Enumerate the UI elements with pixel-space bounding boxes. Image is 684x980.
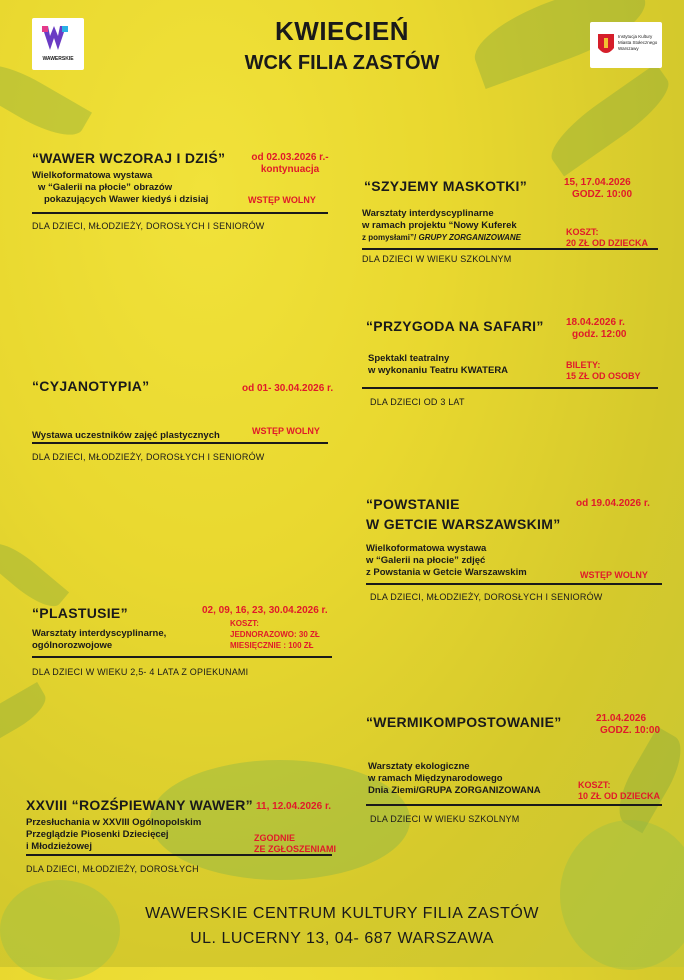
event-price <box>566 227 648 249</box>
event-title: “WERMIKOMPOSTOWANIE” <box>366 714 562 730</box>
event-audience: DLA DZIECI OD 3 LAT <box>370 397 465 407</box>
desc-line: i Młodzieżowej <box>26 841 92 852</box>
price-line: KOSZT: <box>566 227 599 237</box>
price-line: 20 ZŁ OD DZIECKA <box>566 238 649 248</box>
event-desc: Wystawa uczestników zajęć plastycznych <box>32 430 220 441</box>
event-date-line: 15, 17.04.2026 <box>564 177 631 188</box>
desc-line: w ramach Międzynarodowego <box>368 773 503 784</box>
event-desc <box>32 170 208 206</box>
event-audience: DLA DZIECI, MŁODZIEŻY, DOROSŁYCH I SENIORÓW <box>32 452 265 462</box>
desc-line: Wielkoformatowa wystawa <box>32 170 153 181</box>
desc-line: Przesłuchania w XXVIII Ogólnopolskim <box>26 817 202 828</box>
desc-line: Warsztaty interdyscyplinarne <box>362 208 494 219</box>
event-desc <box>366 543 527 579</box>
event-title: “WAWER WCZORAJ I DZIŚ” <box>32 150 226 166</box>
divider <box>32 442 328 444</box>
leaf-decoration <box>0 682 52 748</box>
event-price: WSTĘP WOLNY <box>252 426 320 436</box>
event-date <box>564 177 632 201</box>
event-date-line: 18.04.2026 r. <box>566 317 625 328</box>
event-date: 11, 12.04.2026 r. <box>256 801 332 812</box>
event-date <box>596 713 660 737</box>
desc-line: Warsztaty interdyscyplinarne, <box>32 628 167 639</box>
event-title: “CYJANOTYPIA” <box>32 378 150 394</box>
price-line: ZGODNIE <box>254 833 296 843</box>
event-price: WSTĘP WOLNY <box>580 570 648 580</box>
price-line: KOSZT: <box>578 780 611 790</box>
event-date-line: 21.04.2026 <box>596 713 647 724</box>
event-date: 02, 09, 16, 23, 30.04.2026 r. <box>202 605 328 616</box>
event-price <box>230 618 320 651</box>
desc-line: Spektakl teatralny <box>368 353 450 364</box>
price-line: 15 ZŁ OD OSOBY <box>566 371 641 381</box>
event-date-line: kontynuacja <box>260 164 320 175</box>
event-audience: DLA DZIECI W WIEKU SZKOLNYM <box>370 814 520 824</box>
desc-line: z Powstania w Getcie Warszawskim <box>366 567 527 578</box>
event-desc <box>32 628 166 652</box>
price-line: KOSZT: <box>230 619 259 628</box>
divider <box>366 583 662 585</box>
desc-line: w “Galerii na płocie” obrazów <box>38 182 173 193</box>
desc-line: z pomysłami”/ <box>362 233 417 242</box>
price-line: 10 ZŁ OD DZIECKA <box>578 791 661 801</box>
desc-line: Dnia Ziemi/GRUPA ZORGANIZOWANA <box>368 785 541 796</box>
event-audience: DLA DZIECI W WIEKU SZKOLNYM <box>362 254 512 264</box>
divider <box>362 387 658 389</box>
event-audience: DLA DZIECI, MŁODZIEŻY, DOROSŁYCH I SENIORÓW <box>370 592 603 602</box>
desc-line: Wielkoformatowa wystawa <box>366 543 487 554</box>
event-title: XXVIII “ROZŚPIEWANY WAWER” <box>26 797 253 813</box>
desc-line: Przeglądzie Piosenki Dziecięcej <box>26 829 169 840</box>
event-date-line: GODZ. 10:00 <box>572 189 633 200</box>
desc-line: pokazujących Wawer kiedyś i dzisiaj <box>44 194 209 205</box>
event-desc <box>368 761 541 797</box>
desc-line: Warsztaty ekologiczne <box>368 761 470 772</box>
divider <box>32 212 328 214</box>
footer-address: UL. LUCERNY 13, 04- 687 WARSZAWA <box>190 930 494 947</box>
event-title: “PLASTUSIE” <box>32 605 128 621</box>
divider <box>32 656 332 658</box>
event-price: WSTĘP WOLNY <box>248 195 316 205</box>
event-title: “PRZYGODA NA SAFARI” <box>366 318 544 334</box>
price-line: ZE ZGŁOSZENIAMI <box>254 844 336 854</box>
event-date: od 01- 30.04.2026 r. <box>242 383 334 394</box>
price-line: MIESIĘCZNIE : 100 ZŁ <box>230 641 314 650</box>
desc-line: w wykonaniu Teatru KWATERA <box>368 365 509 376</box>
desc-line: GRUPY ZORGANIZOWANE <box>418 233 522 242</box>
event-title: “POWSTANIE <box>366 496 460 512</box>
desc-line: w ramach projektu “Nowy Kuferek <box>362 220 517 231</box>
leaf-decoration <box>541 63 679 176</box>
event-price <box>578 780 660 802</box>
event-audience: DLA DZIECI, MŁODZIEŻY, DOROSŁYCH <box>26 864 199 874</box>
event-title: “SZYJEMY MASKOTKI” <box>364 178 528 194</box>
event-date-line: GODZ. 10:00 <box>600 725 661 736</box>
warsaw-logo-text: Instytucja Kultury Miasta Stołecznego Warszawy <box>618 34 658 51</box>
event-desc <box>368 353 508 377</box>
price-line: JEDNORAZOWO: 30 ZŁ <box>230 630 320 639</box>
divider <box>366 804 662 806</box>
event-date-line: godz. 12:00 <box>572 329 627 340</box>
price-line: BILETY: <box>566 360 601 370</box>
footer-institution: WAWERSKIE CENTRUM KULTURY FILIA ZASTÓW <box>145 905 539 922</box>
event-audience: DLA DZIECI W WIEKU 2,5- 4 LATA Z OPIEKUNAMI <box>32 667 249 677</box>
wck-logo-text: WAWERSKIE <box>42 56 74 62</box>
event-desc <box>362 208 521 244</box>
divider <box>26 854 332 856</box>
event-price <box>566 360 641 382</box>
event-price <box>254 833 336 855</box>
event-date <box>566 317 626 341</box>
desc-line: w “Galerii na płocie” zdjęć <box>366 555 486 566</box>
event-date: od 19.04.2026 r. <box>576 498 650 509</box>
page-title: KWIECIEŃ <box>275 16 409 46</box>
page-subtitle: WCK FILIA ZASTÓW <box>244 52 440 74</box>
event-audience: DLA DZIECI, MŁODZIEŻY, DOROSŁYCH I SENIORÓW <box>32 221 265 231</box>
event-desc <box>26 817 201 853</box>
event-date <box>240 152 340 176</box>
divider <box>362 248 658 250</box>
event-title: W GETCIE WARSZAWSKIM” <box>366 516 561 532</box>
event-date-line: od 02.03.2026 r.- <box>251 152 329 163</box>
desc-line: ogólnorozwojowe <box>32 640 113 651</box>
leaf-decoration <box>0 535 69 616</box>
